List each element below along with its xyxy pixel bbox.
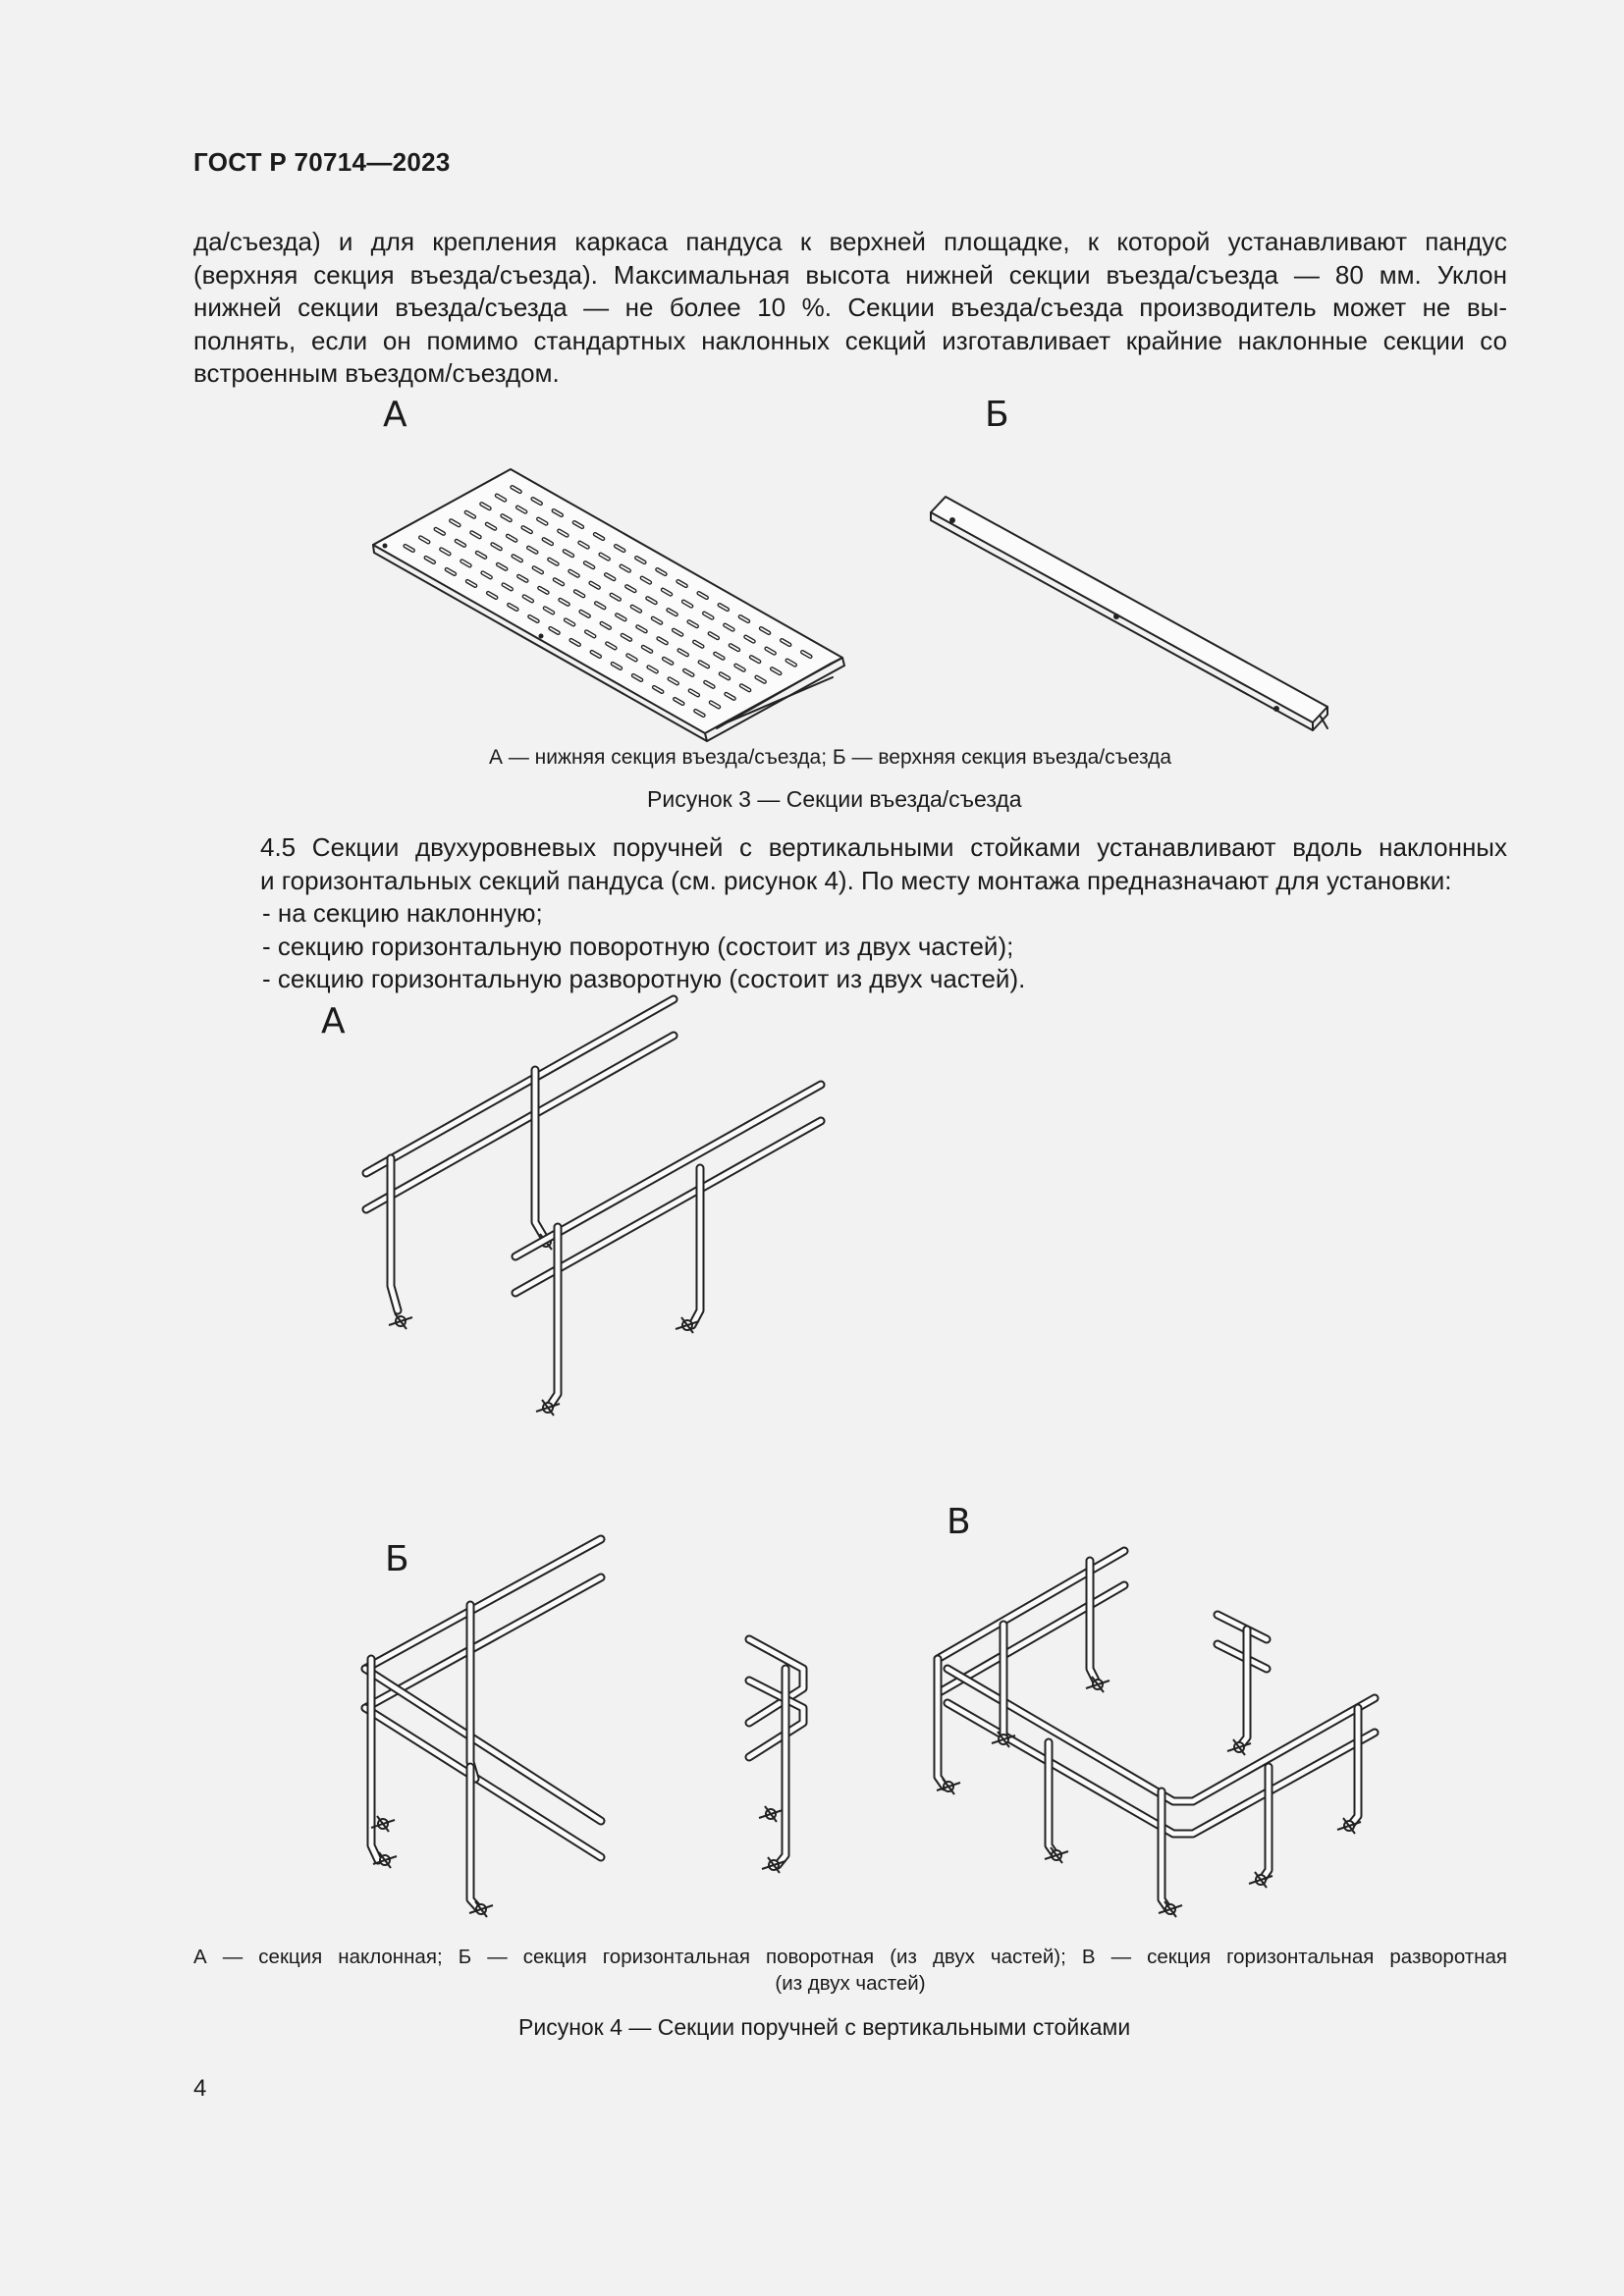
text-line: встроенным въездом/съездом. — [193, 358, 560, 388]
text-line: нижней секции въезда/съезда — не более 10 %. Секции въезда/съезда производитель может не вы- — [193, 293, 1507, 322]
list-item: - секцию горизонтальную разворотную (состоит из двух частей). — [262, 964, 1026, 993]
text-line: полнять, если он помимо стандартных наклонных секций изготавливает крайние наклонные секции со — [193, 325, 1507, 355]
text-line: да/съезда) и для крепления каркаса пандуса к верхней площадке, к которой устанавливают пандус — [193, 227, 1507, 256]
text-line: (верхняя секция въезда/съезда). Максимальная высота нижней секции въезда/съезда — 80 мм. Уклон — [193, 259, 1507, 290]
upper-entry-section-drawing — [931, 497, 1327, 730]
inclined-handrail-drawing — [366, 999, 821, 1415]
figure4-legend-line1: А — секция наклонная; Б — секция горизонтальная поворотная (из двух частей); В — секция горизонтальная разворотная — [193, 1946, 1507, 1968]
list-item: - секцию горизонтальную поворотную (состоит из двух частей); — [262, 931, 1014, 961]
text-line: 4.5 Секции двухуровневых поручней с вертикальными стойками устанавливают вдоль наклонных — [260, 832, 1507, 862]
turning-handrail-drawing — [365, 1539, 803, 1917]
lower-entry-section-drawing — [373, 469, 844, 741]
figure4-label-b: Б — [385, 1539, 409, 1579]
figure4-label-a: А — [321, 1001, 346, 1041]
figure4-legend-line2: (из двух частей) — [775, 1972, 926, 1995]
mounting-list — [262, 897, 1025, 996]
figure3-label-a: А — [383, 395, 407, 435]
figure3-label-b: Б — [985, 395, 1009, 435]
section-4-5-paragraph — [193, 831, 1507, 897]
list-item: - на секцию наклонную; — [262, 898, 543, 928]
text-line: и горизонтальных секций пандуса (см. рисунок 4). По месту монтажа предназначают для установки: — [260, 865, 1452, 895]
figure4-label-v: В — [947, 1502, 971, 1542]
figure4-caption: Рисунок 4 — Секции поручней с вертикальными стойками — [518, 2014, 1131, 2040]
document-header: ГОСТ Р 70714—2023 — [193, 147, 451, 177]
figure3-caption: Рисунок 3 — Секции въезда/съезда — [647, 786, 1022, 812]
uturn-handrail-drawing — [937, 1551, 1375, 1917]
figure3-legend: А — нижняя секция въезда/съезда; Б — верхняя секция въезда/съезда — [489, 746, 1172, 769]
page-number: 4 — [193, 2075, 207, 2102]
